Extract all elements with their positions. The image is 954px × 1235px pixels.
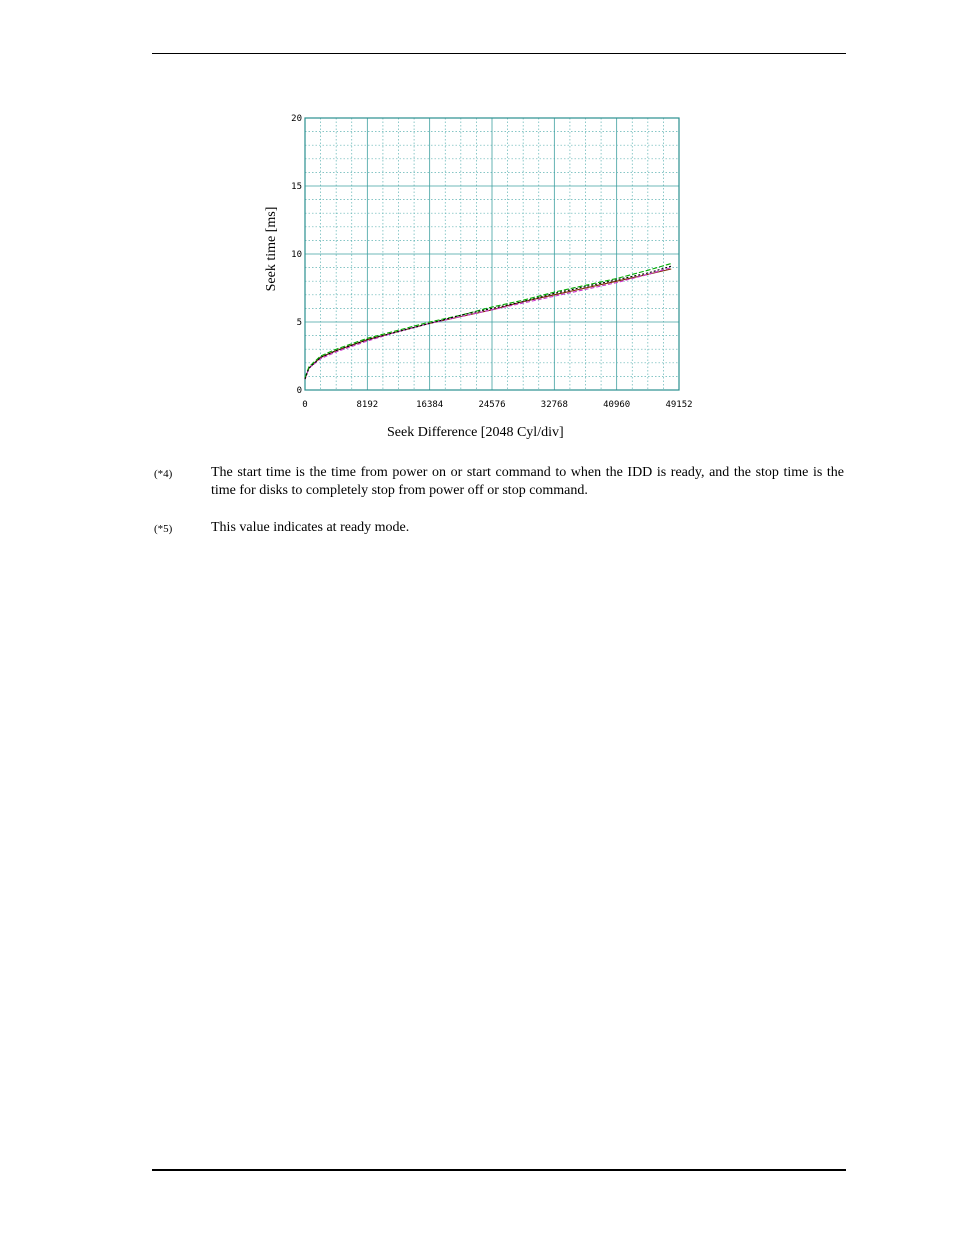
x-tick-label: 16384	[416, 400, 444, 410]
x-tick-label: 40960	[603, 400, 631, 410]
y-tick-label: 5	[296, 318, 302, 328]
x-tick-label: 32768	[540, 400, 568, 410]
footer-rule	[152, 1169, 846, 1171]
footnote-marker: (*5)	[154, 523, 173, 535]
footnote-5	[154, 519, 844, 537]
header-rule	[152, 53, 846, 54]
y-tick-label: 10	[291, 250, 302, 260]
x-tick-label: 8192	[356, 400, 379, 410]
y-tick-label: 0	[296, 386, 302, 396]
y-tick-label: 15	[291, 182, 302, 192]
y-axis-label: Seek time [ms]	[264, 206, 279, 292]
footnote-4	[154, 464, 844, 500]
seek-time-chart	[250, 105, 710, 415]
footnote-text: This value indicates at ready mode.	[211, 520, 410, 535]
x-tick-label: 0	[302, 400, 308, 410]
x-axis-label: Seek Difference [2048 Cyl/div]	[387, 425, 564, 440]
y-tick-label: 20	[291, 114, 302, 124]
footnote-text: The start time is the time from power on or start command to when the IDD is ready, and the stop time is the time for disks to completely stop from power off or stop command.	[211, 465, 844, 498]
x-tick-label: 49152	[665, 400, 693, 410]
footnote-marker: (*4)	[154, 468, 173, 480]
x-tick-label: 24576	[478, 400, 506, 410]
